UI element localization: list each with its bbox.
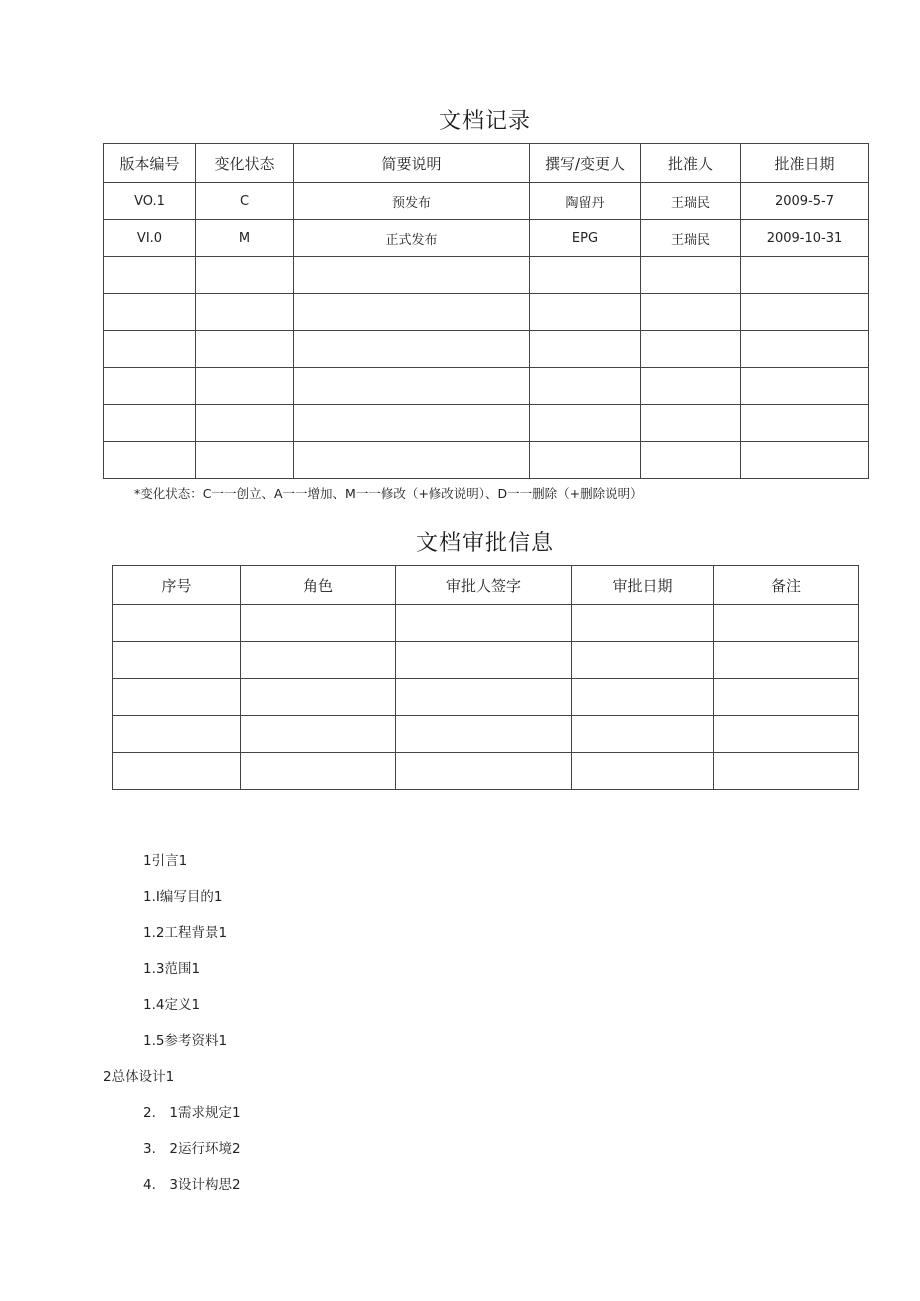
table-cell <box>113 716 241 753</box>
table-cell: 2009-5-7 <box>741 183 869 220</box>
table-row <box>104 405 869 442</box>
table-cell <box>741 257 869 294</box>
table-row <box>113 605 859 642</box>
table-row <box>113 679 859 716</box>
table-cell <box>104 368 196 405</box>
table-cell: C <box>196 183 294 220</box>
col-remarks: 备注 <box>714 566 859 605</box>
table-cell <box>530 442 641 479</box>
approval-info-table <box>112 565 859 790</box>
table-cell <box>641 294 741 331</box>
table-row <box>104 442 869 479</box>
table-row <box>104 183 869 220</box>
table-cell <box>113 753 241 790</box>
table-cell <box>641 257 741 294</box>
table-cell <box>196 368 294 405</box>
toc-entry: 1引言1 <box>143 853 188 869</box>
table-cell <box>196 257 294 294</box>
col-change-state: 变化状态 <box>196 144 294 183</box>
table-row <box>113 753 859 790</box>
table-cell: 预发布 <box>294 183 530 220</box>
table-cell <box>396 605 572 642</box>
table-cell <box>714 605 859 642</box>
col-version: 版本编号 <box>104 144 196 183</box>
table-cell <box>104 257 196 294</box>
table-cell <box>741 331 869 368</box>
table-cell <box>196 331 294 368</box>
table-cell: 王瑞民 <box>641 183 741 220</box>
table-cell <box>572 753 714 790</box>
table-cell <box>241 716 396 753</box>
table-cell: 正式发布 <box>294 220 530 257</box>
table-cell <box>241 642 396 679</box>
table-cell <box>572 679 714 716</box>
table-cell <box>104 294 196 331</box>
table-cell <box>104 405 196 442</box>
col-author: 撰写/变更人 <box>530 144 641 183</box>
table-cell <box>113 642 241 679</box>
table-cell <box>714 642 859 679</box>
table-cell: 王瑞民 <box>641 220 741 257</box>
table-cell <box>530 405 641 442</box>
approval-info-title: 文档审批信息 <box>415 531 554 556</box>
table-cell <box>294 442 530 479</box>
table-cell <box>241 605 396 642</box>
table-cell: 陶留丹 <box>530 183 641 220</box>
table-cell <box>714 679 859 716</box>
table-cell <box>294 331 530 368</box>
table-row <box>113 716 859 753</box>
table-cell: 2009-10-31 <box>741 220 869 257</box>
table-cell: VO.1 <box>104 183 196 220</box>
change-state-note: *变化状态：C一一创立、A一一增加、M一一修改（+修改说明）、D一一删除（+删除说明） <box>134 486 643 501</box>
table-cell <box>741 294 869 331</box>
table-cell <box>530 257 641 294</box>
table-row <box>104 257 869 294</box>
table-row <box>104 331 869 368</box>
table-cell <box>196 294 294 331</box>
table-cell <box>714 716 859 753</box>
col-approval-date: 批准日期 <box>741 144 869 183</box>
col-signature: 审批人签字 <box>396 566 572 605</box>
table-cell <box>572 716 714 753</box>
table-cell <box>294 294 530 331</box>
table-cell <box>741 368 869 405</box>
col-summary: 简要说明 <box>294 144 530 183</box>
toc-entry: 1.I编写目的1 <box>143 889 223 905</box>
table-cell <box>572 642 714 679</box>
table-cell <box>294 368 530 405</box>
table-cell <box>104 331 196 368</box>
table-cell: EPG <box>530 220 641 257</box>
table-cell <box>572 605 714 642</box>
col-approver: 批准人 <box>641 144 741 183</box>
toc-entry: 1.3范围1 <box>143 961 201 977</box>
table-cell: M <box>196 220 294 257</box>
table-cell <box>113 679 241 716</box>
table-cell <box>396 642 572 679</box>
table-cell <box>641 405 741 442</box>
table-cell <box>104 442 196 479</box>
document-record-title: 文档记录 <box>438 109 531 134</box>
table-cell <box>294 257 530 294</box>
table-cell <box>294 405 530 442</box>
table-row <box>113 642 859 679</box>
table-cell <box>714 753 859 790</box>
col-role: 角色 <box>241 566 396 605</box>
table-cell <box>396 716 572 753</box>
toc-entry: 1.2工程背景1 <box>143 925 228 941</box>
table-cell <box>113 605 241 642</box>
table-cell <box>530 368 641 405</box>
table-cell <box>396 753 572 790</box>
table-cell <box>196 442 294 479</box>
document-record-table <box>103 143 869 479</box>
table-cell: VI.0 <box>104 220 196 257</box>
table-row <box>104 220 869 257</box>
table-row <box>104 294 869 331</box>
toc-entry: 2总体设计1 <box>103 1069 175 1085</box>
table-cell <box>641 368 741 405</box>
toc-entry: 4. 3设计构思2 <box>143 1177 241 1193</box>
table-cell <box>641 331 741 368</box>
table-cell <box>741 405 869 442</box>
toc-entry: 1.4定义1 <box>143 997 201 1013</box>
table-cell <box>641 442 741 479</box>
table-cell <box>530 331 641 368</box>
table-cell <box>530 294 641 331</box>
record-header-row <box>104 144 869 183</box>
col-seq: 序号 <box>113 566 241 605</box>
col-approve-date: 审批日期 <box>572 566 714 605</box>
table-cell <box>241 753 396 790</box>
table-row <box>104 368 869 405</box>
table-cell <box>196 405 294 442</box>
toc-entry: 2. 1需求规定1 <box>143 1105 241 1121</box>
toc-entry: 1.5参考资料1 <box>143 1033 228 1049</box>
approval-header-row <box>113 566 859 605</box>
table-cell <box>741 442 869 479</box>
table-cell <box>241 679 396 716</box>
table-cell <box>396 679 572 716</box>
toc-entry: 3. 2运行环境2 <box>143 1141 241 1157</box>
